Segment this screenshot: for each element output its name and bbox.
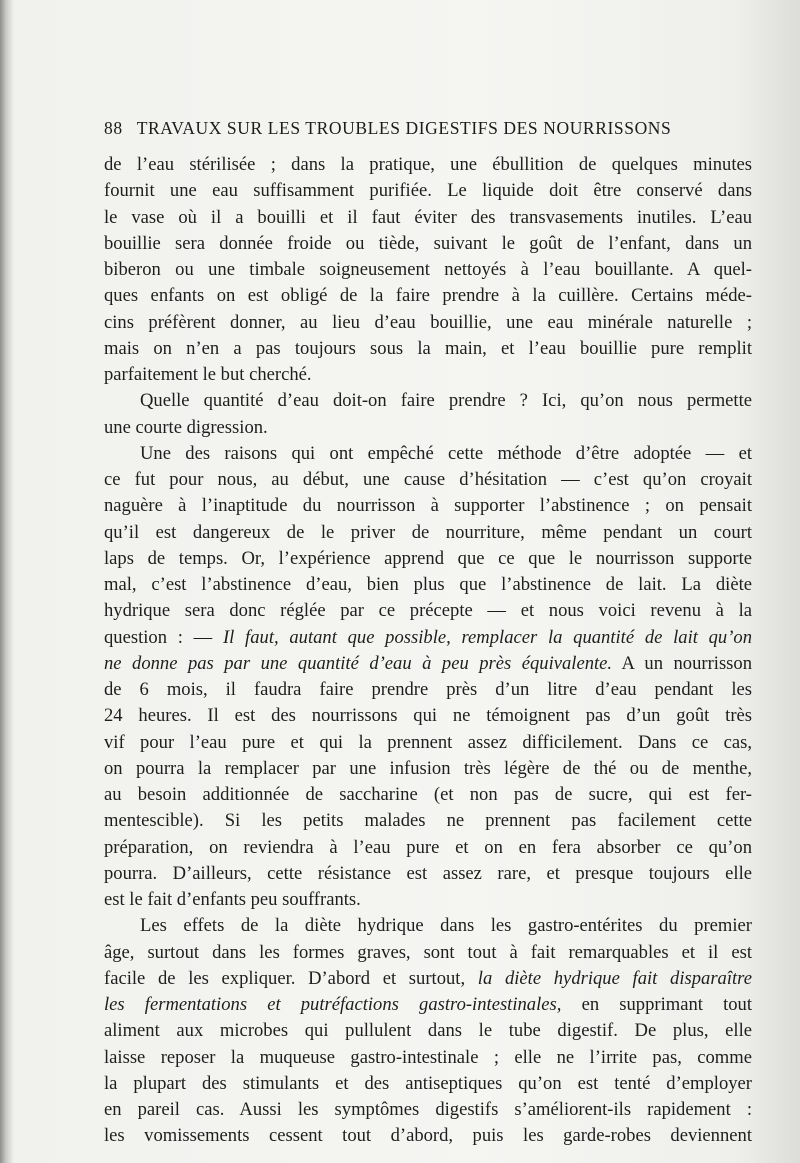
text-line: bouillie sera donnée froide ou tiède, suivant le goût de l’enfant, dans un — [104, 232, 752, 254]
text-line: fournit une eau suffisamment purifiée. Le liquide doit être conservé dans — [104, 180, 752, 202]
text-line: qu’il est dangereux de le priver de nourriture, même pendant un court — [104, 521, 752, 543]
text-run: en supprimant tout — [561, 994, 752, 1015]
text-line: parfaitement le but cherché. — [104, 364, 312, 385]
running-header — [104, 118, 704, 139]
text-run: A un nourrisson — [612, 652, 753, 674]
text-line: de 6 mois, il faudra faire prendre près d’un litre d’eau pendant les — [104, 679, 752, 700]
italic-run: les fermentations et putréfactions gastro-intestinales, — [104, 994, 562, 1015]
text-line — [104, 625, 752, 651]
text-line: Une des raisons qui ont empêché cette méthode d’être adoptée — et — [140, 442, 752, 464]
italic-run: ne donne pas par une quantité d’eau à peu près équivalente. — [104, 652, 613, 674]
text-line: laisse reposer la muqueuse gastro-intestinale ; elle ne l’irrite pas, comme — [104, 1046, 752, 1068]
text-line: âge, surtout dans les formes graves, sont tout à fait remarquables et il est — [104, 941, 752, 963]
text-line — [104, 966, 752, 992]
text-line — [104, 992, 752, 1018]
text-line: laps de temps. Or, l’expérience apprend que ce que le nourrisson supporte — [104, 547, 752, 569]
text-line: mentescible). Si les petits malades ne prennent pas facilement cette — [104, 810, 752, 832]
italic-run: Il faut, autant que possible, remplacer la quantité de lait qu’on — [222, 626, 753, 648]
italic-run: la diète hydrique fait disparaître — [477, 967, 752, 989]
text-line: en pareil cas. Aussi les symptômes digestifs s’améliorent-ils rapidement : — [104, 1099, 752, 1120]
text-line: mais on n’en a pas toujours sous la main, et l’eau bouillie pure remplit — [104, 337, 752, 359]
text-line: au besoin additionnée de saccharine (et non pas de sucre, qui est fer- — [104, 784, 752, 805]
text-line: biberon ou une timbale soigneusement nettoyés à l’eau bouillante. A quel- — [104, 259, 752, 280]
running-title: TRAVAUX SUR LES TROUBLES DIGESTIFS DES NOURRISSONS — [136, 118, 672, 138]
text-line: la plupart des stimulants et des antiseptiques qu’on est tenté d’employer — [104, 1072, 752, 1094]
text-run: question : — — [104, 626, 223, 648]
text-line: le vase où il a bouilli et il faut éviter des transvasements inutiles. L’eau — [104, 206, 752, 228]
text-line: naguère à l’inaptitude du nourrisson à supporter l’abstinence ; on pensait — [104, 495, 752, 517]
text-line — [104, 651, 752, 677]
text-line: cins préfèrent donner, au lieu d’eau bouillie, une eau minérale naturelle ; — [104, 311, 752, 333]
page-body — [104, 152, 752, 1150]
text-line: Quelle quantité d’eau doit-on faire prendre ? Ici, qu’on nous permette — [140, 390, 752, 412]
text-line: aliment aux microbes qui pullulent dans le tube digestif. De plus, elle — [104, 1020, 752, 1042]
text-line: ques enfants on est obligé de la faire prendre à la cuillère. Certains méde- — [104, 285, 752, 307]
text-run: facile de les expliquer. D’abord et surtout, — [104, 967, 478, 989]
text-line: préparation, on reviendra à l’eau pure et on en fera absorber ce qu’on — [104, 836, 752, 858]
text-line: vif pour l’eau pure et qui la prennent assez difficilement. Dans ce cas, — [104, 731, 752, 753]
page-number: 88 — [104, 118, 123, 138]
text-line: Les effets de la diète hydrique dans les gastro-entérites du premier — [140, 915, 752, 937]
text-line: on pourra la remplacer par une infusion très légère de thé ou de menthe, — [104, 757, 752, 779]
text-line: les vomissements cessent tout d’abord, puis les garde-robes deviennent — [104, 1125, 752, 1147]
text-line: une courte digression. — [104, 416, 268, 438]
text-line: est le fait d’enfants peu souffrants. — [104, 889, 361, 910]
text-line: ce fut pour nous, au début, une cause d’hésitation — c’est qu’on croyait — [104, 469, 752, 490]
text-line: 24 heures. Il est des nourrissons qui ne témoignent pas d’un goût très — [104, 705, 752, 727]
text-line: pourra. D’ailleurs, cette résistance est assez rare, et presque toujours elle — [104, 862, 752, 884]
text-line: mal, c’est l’abstinence d’eau, bien plus que l’abstinence de lait. La diète — [104, 574, 752, 595]
text-line: hydrique sera donc réglée par ce précepte — et nous voici revenu à la — [104, 600, 752, 622]
text-line: de l’eau stérilisée ; dans la pratique, une ébullition de quelques minutes — [104, 154, 752, 175]
